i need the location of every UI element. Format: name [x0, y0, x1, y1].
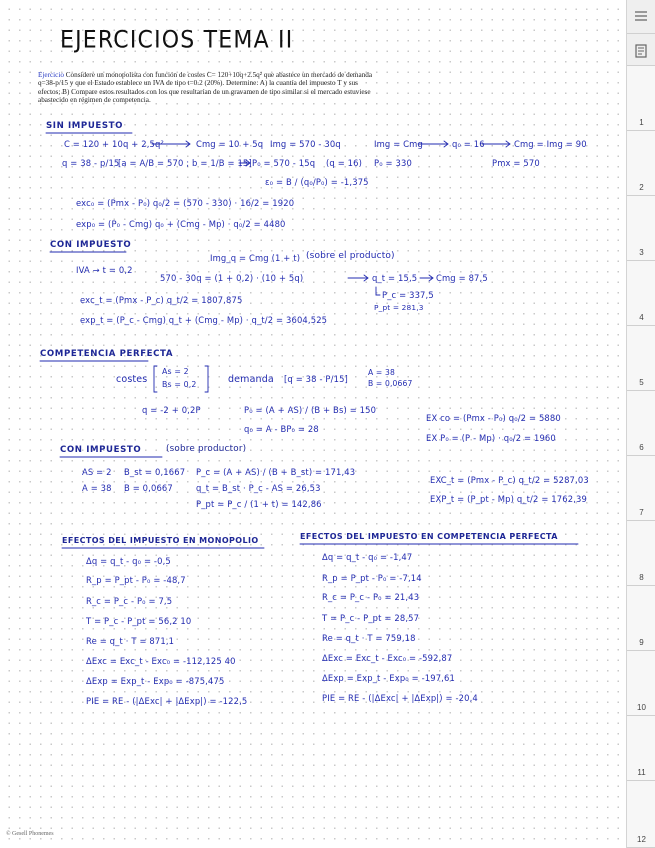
- cmg-img-value: Cmg = Img = 90: [514, 139, 587, 149]
- notebook-icon: [634, 44, 648, 58]
- exercise-text: Considere un monopolista con función de costes C= 120+10q+2.5q² que abastece un mercado de demanda q=38-p/15 y que el Estado establece un IVA de tipo t=0.2 (20%). Determine: A) la cuantía del impuesto T y sus efectos; B) Compare estos resultados con los que resultarían de un gravamen de tipo similar si el mercado estuviese abastecido en régimen de competencia.: [38, 71, 373, 105]
- consumer-surplus-cp: EX co = (Pmx - P₀) q₀/2 = 5880: [426, 413, 561, 423]
- costes-label: costes: [116, 374, 148, 385]
- producer-surplus-cpt: EXP_t = (P_pt - Mp) q_t/2 = 1762,39: [430, 494, 587, 504]
- p0-cp: P₀ = (A + AS) / (B + Bs) = 150: [244, 405, 377, 415]
- heading-con-impuesto: CON IMPUESTO: [50, 240, 132, 250]
- demand-params: [a = A/B = 570 ; b = 1/B = 15]: [118, 158, 252, 168]
- pmx-value: Pmx = 570: [492, 158, 540, 168]
- bst-value: B_st = 0,1667: [124, 467, 186, 477]
- heading-competencia: COMPETENCIA PERFECTA: [40, 349, 174, 359]
- effect-row: T = P_c - P_pt = 56,2 10: [86, 616, 192, 626]
- effect-row: Δq = q_t - q₀ = -0,5: [86, 556, 171, 566]
- footer-watermark: © Gesell Phonemes: [6, 831, 54, 837]
- effect-row: R_c = P_c - P₀ = 21,43: [322, 592, 420, 602]
- page-tab-label: 8: [639, 573, 644, 582]
- q0-cp: q₀ = A - BP₀ = 28: [244, 424, 319, 434]
- menu-icon: [634, 10, 648, 22]
- pc-value: P_c = 337,5: [382, 290, 434, 300]
- page-tab-label: 2: [639, 183, 644, 192]
- menu-tab[interactable]: [627, 0, 655, 34]
- effect-row: T = P_c - P_pt = 28,57: [322, 613, 420, 623]
- exercise-keyword: Ejercicio: [38, 71, 64, 79]
- demanda-label: demanda: [228, 374, 274, 385]
- effect-row: R_c = P_c - P₀ = 7,5: [86, 596, 173, 606]
- page-tab-label: 6: [639, 443, 644, 452]
- pc-cp: P_c = (A + AS) / (B + B_st) = 171,43: [196, 467, 356, 477]
- ppt-cp: P_pt = P_c / (1 + t) = 142,86: [196, 499, 322, 509]
- notebook-tab[interactable]: [627, 34, 655, 66]
- heading-efectos-monopolio: EFECTOS DEL IMPUESTO EN MONOPOLIO: [62, 536, 259, 545]
- marginal-cost: Cmg = 10 + 5q: [196, 139, 264, 149]
- consumer-surplus-cpt: EXC_t = (Pmx - P_c) q_t/2 = 5287,03: [430, 475, 589, 485]
- as-value: As = 2: [162, 367, 189, 376]
- b-value-cp: B = 0,0667: [368, 379, 413, 388]
- page-tab-8[interactable]: [627, 521, 655, 586]
- page-tab-label: 9: [639, 638, 644, 647]
- heading-efectos-competencia: EFECTOS DEL IMPUESTO EN COMPETENCIA PERFECTA: [300, 532, 558, 541]
- page-tab-label: 5: [639, 378, 644, 387]
- a-value-cp: A = 38: [368, 368, 395, 377]
- b-value-t: B = 0,0667: [124, 483, 173, 493]
- effect-row: ΔExp = Exp_t - Exp₀ = -875,475: [86, 676, 225, 686]
- tax-on-product: (sobre el producto): [306, 251, 395, 261]
- q-substitution: (q = 16): [326, 158, 363, 168]
- iva-rate: IVA → t = 0,2: [76, 265, 133, 275]
- qt-value: q_t = 15,5: [372, 273, 418, 283]
- producer-surplus-t: exp_t = (P_c - Cmg) q_t + (Cmg - Mp) · q_t/2 = 3604,525: [80, 315, 328, 325]
- heading-sin-impuesto: SIN IMPUESTO: [46, 121, 124, 131]
- page-tab-11[interactable]: [627, 716, 655, 781]
- consumer-surplus-t: exc_t = (Pmx - P_c) q_t/2 = 1807,875: [80, 295, 243, 305]
- page-tab-4[interactable]: [627, 261, 655, 326]
- heading-con-impuesto-prod: CON IMPUESTO: [60, 445, 142, 455]
- page-tab-strip: [626, 0, 655, 848]
- tax-equilibrium: Img_q = Cmg (1 + t): [210, 253, 301, 263]
- page-tab-10[interactable]: [627, 651, 655, 716]
- demand-function: q = 38 - p/15: [62, 158, 120, 168]
- elasticity: ε₀ = B / (q₀/P₀) = -1,375: [265, 177, 369, 187]
- page-tab-label: 1: [639, 118, 644, 127]
- inverse-demand: P₀ = 570 - 15q: [252, 158, 316, 168]
- page-tab-label: 4: [639, 313, 644, 322]
- cmg-tax-value: Cmg = 87,5: [436, 273, 488, 283]
- effect-row: Re = q_t · T = 759,18: [322, 633, 416, 643]
- q0-value: q₀ = 16: [452, 139, 485, 149]
- cost-function: C = 120 + 10q + 2,5q²: [64, 139, 164, 149]
- heading-sobre-productor: (sobre productor): [166, 444, 247, 454]
- page-tab-7[interactable]: [627, 456, 655, 521]
- page-tab-label: 11: [637, 768, 646, 777]
- page-tab-2[interactable]: [627, 131, 655, 196]
- page-tab-label: 3: [639, 248, 644, 257]
- p0-value: P₀ = 330: [374, 158, 412, 168]
- equilibrium-condition: Img = Cmg: [374, 139, 423, 149]
- effect-row: R_p = P_pt - P₀ = -48,7: [86, 575, 186, 585]
- bs-value: Bs = 0,2: [162, 380, 197, 389]
- as-value-t: AS = 2: [82, 467, 112, 477]
- page-tab-1[interactable]: [627, 66, 655, 131]
- effect-row: PIE = RE - (|ΔExc| + |ΔExp|) = -122,5: [86, 696, 248, 706]
- effect-row: Re = q_t · T = 871,1: [86, 636, 175, 646]
- page-tab-6[interactable]: [627, 391, 655, 456]
- effect-row: ΔExc = Exc_t - Exc₀ = -112,125 40: [86, 656, 236, 666]
- demand-eq-cp: [q = 38 - P/15]: [284, 374, 348, 384]
- effect-row: PIE = RE - (|ΔExc| + |ΔExp|) = -20,4: [322, 693, 478, 703]
- ppt-value: P_pt = 281,3: [374, 303, 424, 312]
- page-tab-label: 7: [639, 508, 644, 517]
- page-tab-12[interactable]: [627, 781, 655, 848]
- page-tab-label: 12: [637, 835, 646, 844]
- producer-surplus-cp: EX P₀ = (P - Mp) · q₀/2 = 1960: [426, 433, 556, 443]
- supply-eq: q = -2 + 0,2P: [142, 405, 201, 415]
- a-value-t: A = 38: [82, 483, 112, 493]
- tax-equation: 570 - 30q = (1 + 0,2) · (10 + 5q): [160, 273, 304, 283]
- marginal-income: Img = 570 - 30q: [270, 139, 341, 149]
- page-tab-label: 10: [637, 703, 646, 712]
- effect-row: ΔExp = Exp_t - Exp₀ = -197,61: [322, 673, 455, 683]
- page-title: EJERCICIOS TEMA II: [60, 27, 294, 54]
- qt-cp: q_t = B_st · P_c - AS = 26,53: [196, 483, 321, 493]
- page-tab-3[interactable]: [627, 196, 655, 261]
- effect-row: Δq = q_t - q₀ = -1,47: [322, 552, 413, 562]
- producer-surplus-0: exp₀ = (P₀ - Cmg) q₀ + (Cmg - Mp) · q₀/2 = 4480: [76, 219, 286, 229]
- page-tab-9[interactable]: [627, 586, 655, 651]
- effect-row: R_p = P_pt - P₀ = -7,14: [322, 573, 422, 583]
- effect-row: ΔExc = Exc_t - Exc₀ = -592,87: [322, 653, 453, 663]
- consumer-surplus-0: exc₀ = (Pmx - P₀) q₀/2 = (570 - 330) · 16/2 = 1920: [76, 198, 295, 208]
- page-tab-5[interactable]: [627, 326, 655, 391]
